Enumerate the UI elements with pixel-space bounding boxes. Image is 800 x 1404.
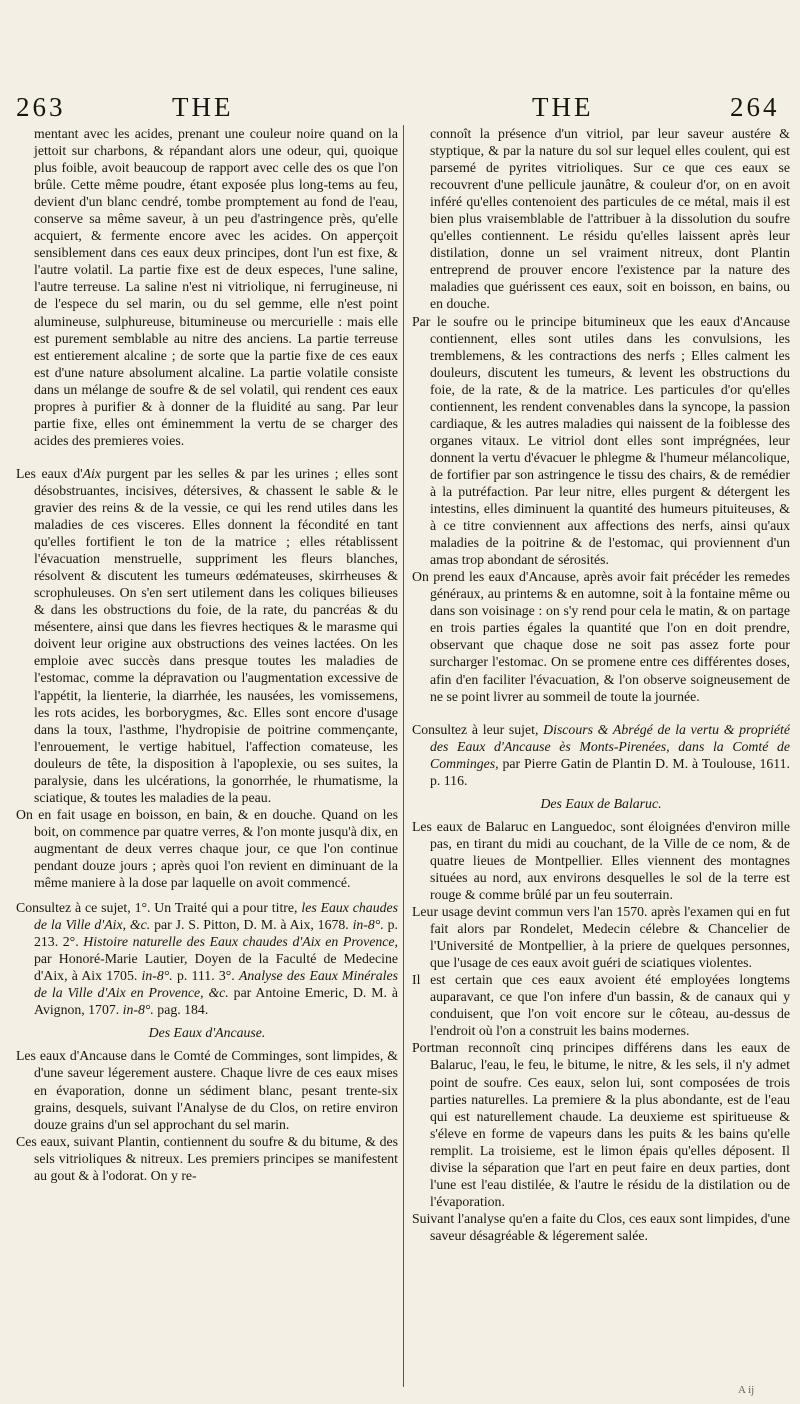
right-column	[412, 125, 790, 1395]
citation-aix: Consultez à ce sujet, 1°. Un Traité qui a pour titre, les Eaux chaudes de la Ville d'Aix, &c. par J. S. Pitton, D. M. à Aix, 1678. in-8°. p. 213. 2°. Histoire naturelle des Eaux chaudes d'Aix en Provence, par Honoré-Marie Lautier, Doyen de la Faculté de Medecine d'Aix, à Aix 1705. in-8°. p. 111. 3°. Analyse des Eaux Minérales de la Ville d'Aix en Provence, &c. par Antoine Emeric, D. M. à Avignon, 1707. in-8°. pag. 184.	[16, 900, 398, 1018]
paragraph: Les eaux d'Ancause dans le Comté de Comminges, sont limpides, & d'une saveur légerement austere. Chaque livre de ces eaux mises en évaporation, donne un sédiment blanc, pesant trente-six grains, desquels, suivant l'Analyse de du Clos, on retire environ douze grains d'un sel approchant du sel marin.	[16, 1048, 398, 1132]
column-divider	[403, 125, 404, 1387]
paragraph: On en fait usage en boisson, en bain, & en douche. Quand on les boit, on commence par quatre verres, & l'on monte jusqu'à dix, en augmentant de deux verres chaque jour, ce que l'on continue pendant douze jours ; après quoi l'on revient en diminuant de la même maniere à la dose par laquelle on avoit commencé.	[16, 806, 398, 891]
paragraph: connoît la présence d'un vitriol, par leur saveur austére & styptique, & par la nature du sol sur lequel elles coulent, qui est parsemé de pyrites vitrioliques. Sur ce que ces eaux se recouvrent d'une pellicule jaunâtre, & couleur d'or, on en avoit inféré qu'elles contenoient des particules de ce métal, mais il est bien plus vraisemblable de l'attribuer à la dissolution du soufre qu'elles contiennent. Le résidu qu'elles laissent après leur distilation, donne un sel vraiment nitreux, dont Plantin entreprend de prouver encore l'existence par la nature des maladies que guérissent ces eaux, soit en boisson, en bains, ou en douche.	[430, 126, 790, 312]
right-running-head: THE	[532, 92, 594, 122]
section-heading: Des Eaux d'Ancause.	[148, 1025, 266, 1041]
left-column	[16, 125, 398, 1395]
paragraph: On prend les eaux d'Ancause, après avoir fait précéder les remedes généraux, au printems & en automne, soit à la fontaine même ou dans son voisinage : on s'y rend pour cela le matin, & on partage en trois parties égales la quantité que l'on en doit prendre, observant que chaque dose ne soit pas assez forte pour surcharger l'estomac. On se promene entre ces différentes doses, afin d'en faciliter l'évacuation, & l'on observe soigneusement de ne se point livrer au sommeil de toute la journée.	[412, 569, 790, 704]
section-heading: Des Eaux de Balaruc.	[540, 795, 662, 811]
paragraph: Portman reconnoît cinq principes différens dans les eaux de Balaruc, l'eau, le feu, le bitume, le nitre, & les sels, il n'y admet point de soufre. Ces eaux, selon lui, sont composées de trois parties naturelles. La premiere & la plus abondante, est de l'eau qui est naturellement chaude. La deuxieme est spiritueuse & s'éleve en forme de vapeurs dans les puits & les bains qu'elle remplit. La troisieme, est le limon épais qu'elles déposent. Il divise la séparation que l'art en peut faire en deux parties, dont l'une est l'eau distilée, & l'autre le résidu de la distilation ou de l'évaporation.	[412, 1040, 790, 1209]
paragraph-eaux-aix: Les eaux d'Aix purgent par les selles & par les urines ; elles sont désobstruantes, incisives, détersives, & chassent le sable & le gravier des reins & de la vessie, ce qui les rend utiles dans les maladies de ces visceres. Elles donnent la fécondité en tant qu'elles fortifient le ton de la matrice ; elles rétablissent l'évacuation menstruelle, suppriment les fleurs blanches, résolvent & discutent les tumeurs œdémateuses, skirrheuses & scrophuleuses. On s'en sert utilement dans les coliques bilieuses & dans les obstructions du foie, de la rate, du pancréas & du mésentere, ainsi que dans les fievres hectiques & le marasme qui doivent leur origine aux obstructions des veines lactées. On les emploie avec succès dans presque toutes les maladies de l'estomac, comme la dépravation ou l'augmentation excessive de l'appétit, la lienterie, la diarrhée, les nausées, les vomissemens, les rots acides, les borborygmes, &c. Elles sont encore d'usage dans la toux, l'asthme, l'hydropisie de poitrine commençante, l'enrouement, le vertige habituel, l'affection comateuse, les douleurs de tête, la disposition à l'apoplexie, ou ses suites, la paralysie, dans les ulcérations, la gonorrhée, le rhumatisme, la sciatique, & toutes les maladies de la peau.	[16, 465, 398, 805]
paragraph: Il est certain que ces eaux avoient été employées longtems auparavant, ce que l'on infere d'un bassin, & de canaux qui y conduisent, que l'on voit encore sur le côteau, au-dessus de l'endroit où l'on a construit les bains modernes.	[412, 972, 790, 1039]
paragraph: Ces eaux, suivant Plantin, contiennent du soufre & du bitume, & des sels vitrioliques & nitreux. Les premiers principes se manifestent au gout & à l'odorat. On y re-	[16, 1133, 398, 1183]
citation-ancause: Consultez à leur sujet, Discours & Abrégé de la vertu & propriété des Eaux d'Ancause ès Monts-Pirenées, dans la Comté de Comminges, par Pierre Gatin de Plantin D. M. à Toulouse, 1611. p. 116.	[412, 721, 790, 788]
running-header	[0, 92, 800, 126]
right-page-number: 264	[730, 92, 780, 122]
left-page-number: 263	[16, 92, 66, 122]
signature-mark: A ij	[738, 1384, 755, 1396]
paragraph: Les eaux de Balaruc en Languedoc, sont éloignées d'environ mille pas, en tirant du midi au couchant, de la Ville de ce nom, & de quatre lieues de Montpellier. Elles viennent des montagnes situées au nord, aux environs desquelles le sol de la terre est rouge & comme brûlé par un feu souterrain.	[412, 818, 790, 903]
paragraph: mentant avec les acides, prenant une couleur noire quand on la jettoit sur charbons, & répandant alors une odeur, qui, quoique plus foible, avoit beaucoup de rapport avec celle des os que l'on brûle. Cette même poudre, étant exposée plus long-tems au feu, devient d'un blanc cendré, tombe promptement au fond de l'eau, conserve sa même saveur, à un peu d'astringence près, qu'elle acquiert, & fermente encore avec les acides. On apperçoit sensiblement dans ces eaux deux principes, dont l'un est fixe, & l'autre volatil. La partie fixe est de deux especes, l'une saline, l'autre terreuse. La saline n'est ni vitriolique, ni ferrugineuse, ni de l'espece du sel marin, ou du sel gemme, elle n'est point alumineuse, sulphureuse, bitumineuse ou mercurielle : mais elle est purement semblable au nitre des anciens. La partie terreuse est entierement alcaline ; de sorte que la partie fixe de ces eaux est d'une nature absolument alcaline. La partie volatile consiste dans un mélange de soufre & de sel volatil, qui rendent ces eaux propres à purifier & à donner de la fluidité au sang. Par leur partie fixe, elles ont éminemment la vertu de se charger des acides des premieres voies.	[34, 126, 398, 448]
paragraph: Leur usage devint commun vers l'an 1570. après l'examen qui en fut fait alors par Rondelet, Medecin célebre & Chancelier de l'Université de Montpellier, à la priere de quelques personnes, que l'usage de ces eaux avoit guéri de sciatiques violentes.	[412, 904, 790, 971]
paragraph: Par le soufre ou le principe bitumineux que les eaux d'Ancause contiennent, elles sont utiles dans les convulsions, les tremblemens, & les contractions des nerfs ; Elles calment les douleurs, discutent les tumeurs, & levent les obstructions du foie, de la rate, & de la matrice. Les particules d'or qu'elles contiennent, les rendent convenables dans la syncope, la passion cardiaque, & les autres maladies qui naissent de la foiblesse des organes vitaux. Le vitriol dont elles sont imprégnées, leur donnent la vertu d'évacuer le phlegme & l'humeur mélancolique, de fortifier par son astringence le tissu des chairs, & de remédier à la putréfaction. Par leur nitre, elles purgent & détergent les intestins, elles diminuent la quantité des humeurs pituiteuses, & à ce titre conviennent aux affections des nerfs, ainsi qu'aux maladies de la poitrine & de l'estomac, qui proviennent d'un amas trop abondant de sérosités.	[412, 313, 790, 568]
left-running-head: THE	[172, 92, 234, 122]
paragraph: Suivant l'analyse qu'en a faite du Clos, ces eaux sont limpides, d'une saveur désagréable & légerement salée.	[412, 1210, 790, 1243]
